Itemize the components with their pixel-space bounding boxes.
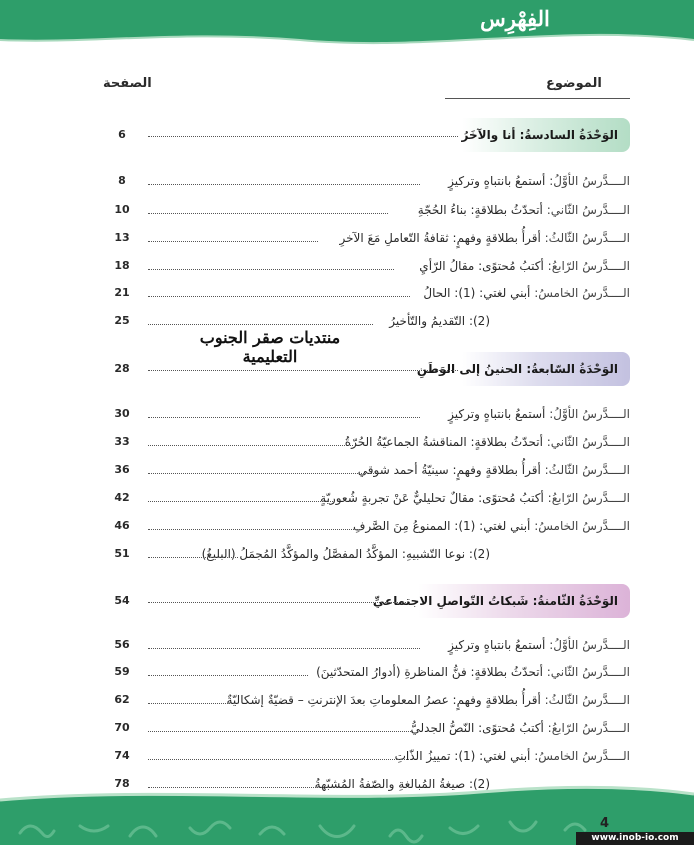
toc-lesson: [108, 199, 630, 221]
toc-lesson: [108, 255, 630, 277]
page-number: 42: [114, 491, 130, 504]
lesson-prefix: الــــدَّرسُ الثّالثُ:: [544, 231, 630, 245]
toc-lesson: [108, 431, 630, 453]
lesson-title: أقرأُ بطلاقةٍ وفهمٍ: ثقافةُ التّعاملِ مَعَ الآخرِ: [339, 231, 541, 245]
lesson-title: أبني لغتي: (1): الممنوعُ مِنَ الصَّرفِ: [352, 519, 531, 533]
toc-lesson: [108, 634, 630, 656]
page-title: الفِهْرِس: [480, 6, 550, 31]
page-number: 46: [114, 519, 130, 532]
leader-dots: [148, 703, 238, 704]
lesson-title: أستمعُ بانتباهٍ وتركيزٍ: [448, 174, 546, 188]
page-number: 78: [114, 777, 130, 790]
lesson-prefix: الــــدَّرسُ الثّاني:: [546, 665, 630, 679]
toc-lesson: [108, 403, 630, 425]
page-number: 36: [114, 463, 130, 476]
lesson-prefix: الــــدَّرسُ الرّابعُ:: [547, 721, 630, 735]
page-number: 74: [114, 749, 130, 762]
lesson-title: أكتبُ مُحتوًى: مقالٌ تحليليٌّ عَنْ تجربةٍ شُعوريّةٍ: [320, 491, 544, 505]
leader-dots: [148, 557, 238, 558]
lesson-title: أبني لغتي: (1): الحالُ: [423, 286, 531, 300]
page-column-header: الصفحة: [103, 76, 152, 91]
leader-dots: [148, 675, 308, 676]
toc-lesson: [108, 661, 630, 683]
page-number: 30: [114, 407, 130, 420]
page-number: 28: [114, 362, 130, 375]
toc-subitem: [108, 543, 630, 565]
page-number: 56: [114, 638, 130, 651]
lesson-title: أقرأُ بطلاقةٍ وفهمٍ: سينيّةُ أحمد شوقي: [357, 463, 541, 477]
page-number: 25: [114, 314, 130, 327]
lesson-prefix: الــــدَّرسُ الثّاني:: [546, 203, 630, 217]
leader-dots: [148, 296, 410, 297]
toc-unit: [108, 352, 630, 386]
lesson-prefix: الــــدَّرسُ الخامسُ:: [534, 749, 630, 763]
page-number-footer: 4: [600, 816, 610, 831]
toc-lesson: [108, 717, 630, 739]
lesson-prefix: الــــدَّرسُ الثّاني:: [546, 435, 630, 449]
page-number: 70: [114, 721, 130, 734]
toc-unit: [108, 584, 630, 618]
toc-lesson: [108, 459, 630, 481]
lesson-prefix: الــــدَّرسُ الرّابعُ:: [547, 491, 630, 505]
leader-dots: [148, 501, 333, 502]
leader-dots: [148, 529, 360, 530]
lesson-title: أكتبُ مُحتوًى: مقالُ الرّأيِ: [419, 259, 544, 273]
leader-dots: [148, 648, 420, 649]
page-number: 13: [114, 231, 130, 244]
lesson-title: أبني لغتي: (1): تمييزُ الذّاتِ: [394, 749, 531, 763]
page-number: 8: [118, 174, 126, 187]
leader-dots: [148, 241, 318, 242]
page-number: 6: [118, 128, 126, 141]
toc-lesson: [108, 515, 630, 537]
lesson-title: أكتبُ مُحتوًى: النّصُّ الجدليُّ: [410, 721, 544, 735]
lesson-prefix: الــــدَّرسُ الرّابعُ:: [547, 259, 630, 273]
leader-dots: [148, 213, 388, 214]
unit-banner: الوَحْدَةُ الثّامنةُ: شَبكاتُ التّواصلِ الاجتماعيِّ: [418, 584, 630, 618]
leader-dots: [148, 602, 410, 603]
leader-dots: [148, 184, 420, 185]
page-number: 54: [114, 594, 130, 607]
lesson-title: أستمعُ بانتباهٍ وتركيزٍ: [448, 638, 546, 652]
lesson-prefix: الــــدَّرسُ الثّالثُ:: [544, 463, 630, 477]
subitem-title: (2): نوعا التّشبيهِ: المؤكَّدُ المفصَّلُ والمؤكَّدُ المُجمَلُ (البليغُ): [201, 547, 490, 561]
lesson-prefix: الــــدَّرسُ الخامسُ:: [534, 519, 630, 533]
subitem-title: (2): التّقديمُ والتّأخيرُ: [389, 314, 490, 328]
page-number: 21: [114, 286, 130, 299]
toc-lesson: [108, 170, 630, 192]
lesson-title: أتحدّثُ بطلاقةٍ: فنُّ المناظرةِ (أدوارُ المتحدّثينَ): [316, 665, 543, 679]
toc-lesson: [108, 227, 630, 249]
leader-dots: [148, 324, 373, 325]
toc-unit: [108, 118, 630, 152]
leader-dots: [148, 136, 458, 137]
toc-lesson: [108, 487, 630, 509]
page-number: 59: [114, 665, 130, 678]
lesson-prefix: الــــدَّرسُ الأوَّلُ:: [549, 174, 630, 188]
leader-dots: [148, 473, 380, 474]
toc-lesson: [108, 745, 630, 767]
topic-column-header: الموضوع: [546, 76, 602, 91]
forum-watermark: منتديات صقر الجنوب التعليمية: [199, 328, 341, 366]
leader-dots: [148, 445, 353, 446]
unit-banner: الوَحْدَةُ السادسةُ: أنا والآخَرُ: [462, 118, 630, 152]
leader-dots: [148, 370, 458, 371]
page-number: 62: [114, 693, 130, 706]
site-url: www.inob-io.com: [576, 832, 694, 845]
lesson-prefix: الــــدَّرسُ الثّالثُ:: [544, 693, 630, 707]
lesson-title: أتحدّثُ بطلاقةٍ: المناقشةُ الجماعيّةُ الحُرّةُ: [344, 435, 543, 449]
leader-dots: [148, 759, 413, 760]
page-number: 10: [114, 203, 130, 216]
lesson-title: أتحدّثُ بطلاقةٍ: بناءُ الحُجّةِ: [417, 203, 543, 217]
unit-banner: الوَحْدَةُ السّابعةُ: الحنينُ إلى الوَطَنِ: [462, 352, 630, 386]
lesson-prefix: الــــدَّرسُ الخامسُ:: [534, 286, 630, 300]
page-number: 33: [114, 435, 130, 448]
toc-lesson: [108, 689, 630, 711]
leader-dots: [148, 417, 420, 418]
lesson-prefix: الــــدَّرسُ الأوَّلُ:: [549, 407, 630, 421]
page-number: 18: [114, 259, 130, 272]
lesson-prefix: الــــدَّرسُ الأوَّلُ:: [549, 638, 630, 652]
subitem-title: (2): صيغةُ المُبالغةِ والصّفةُ المُشبّهةُ: [314, 777, 490, 791]
toc-lesson: [108, 282, 630, 304]
lesson-title: أستمعُ بانتباهٍ وتركيزٍ: [448, 407, 546, 421]
page-number: 51: [114, 547, 130, 560]
leader-dots: [148, 269, 394, 270]
lesson-title: أقرأُ بطلاقةٍ وفهمٍ: عصرُ المعلوماتِ بعدَ الإنترنتِ – قضيّةٌ إشكاليّةٌ: [226, 693, 541, 707]
header-underline: [445, 98, 630, 99]
leader-dots: [148, 731, 413, 732]
